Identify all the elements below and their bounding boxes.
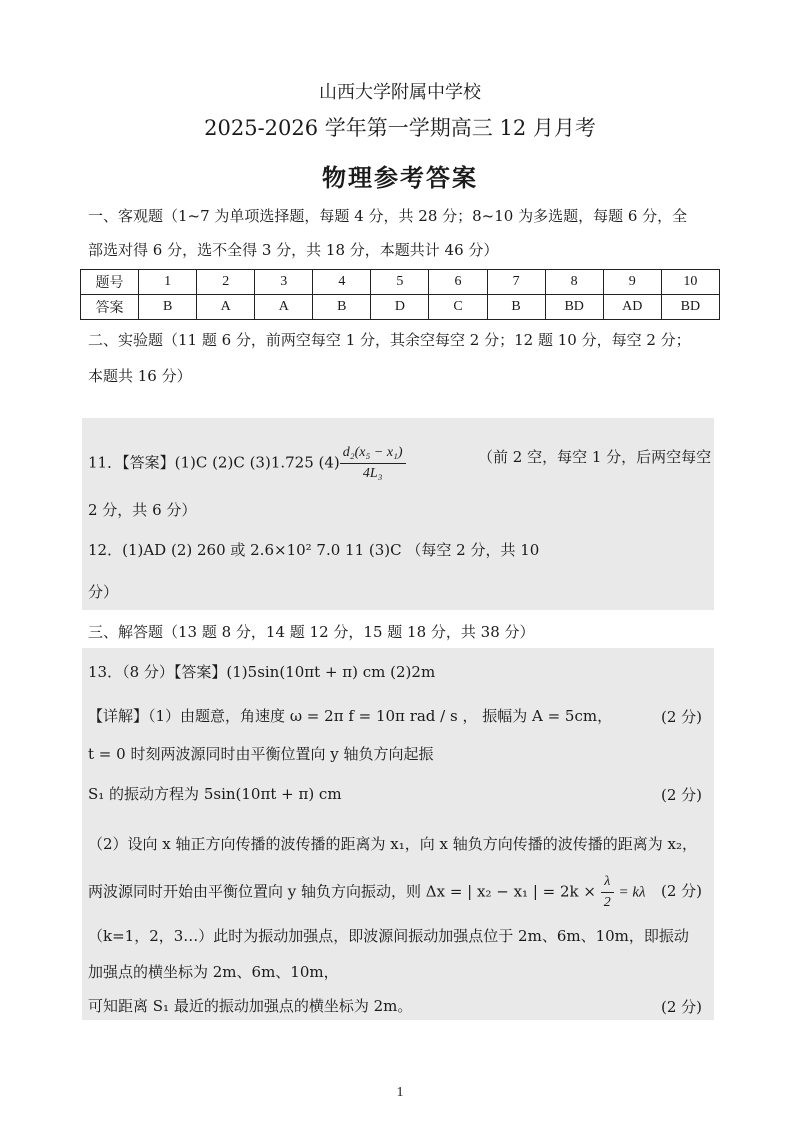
q13-detail-3-score: (2 分) xyxy=(660,786,702,804)
q13-detail-4: （2）设向 x 轴正方向传播的波传播的距离为 x₁，向 x 轴负方向传播的波传播的距离为 x₂， xyxy=(88,835,698,853)
answer-row xyxy=(81,295,720,320)
lambda-half-fraction xyxy=(601,872,614,913)
question-number-cell: 2 xyxy=(197,270,255,295)
question-number-cell: 8 xyxy=(545,270,603,295)
lambda-half-denominator: 2 xyxy=(603,895,611,910)
q13-detail-5-score: (2 分) xyxy=(660,882,702,900)
question-number-cell: 1 xyxy=(139,270,197,295)
section2-intro-line2: 本题共 16 分） xyxy=(88,367,192,385)
answer-cell: AD xyxy=(603,295,661,320)
q13-detail-1-score: (2 分) xyxy=(660,708,702,726)
q11-score-note: （前 2 空，每空 1 分，后两空每空 xyxy=(478,448,712,466)
question-number-cell: 9 xyxy=(603,270,661,295)
q13-detail-2: t = 0 时刻两波源同时由平衡位置向 y 轴负方向起振 xyxy=(88,745,434,763)
q13-detail-3: S₁ 的振动方程为 5sin(10πt + π) cm xyxy=(88,785,342,803)
q13-detail-5 xyxy=(88,872,646,913)
question-number-cell: 7 xyxy=(487,270,545,295)
answer-cell: B xyxy=(139,295,197,320)
question-number-cell: 3 xyxy=(255,270,313,295)
q11-formula xyxy=(340,443,406,484)
answer-cell: A xyxy=(255,295,313,320)
answer-cell: BD xyxy=(545,295,603,320)
question-number-cell: 5 xyxy=(371,270,429,295)
q11-formula-numerator: d₂(x₅ − x₁) xyxy=(340,443,406,464)
answer-cell: A xyxy=(197,295,255,320)
question-number-cell: 10 xyxy=(661,270,719,295)
answer-key-title: 物理参考答案 xyxy=(322,163,478,192)
q13-answer: 13．（8 分）【答案】(1)5sin(10πt + π) cm (2)2m xyxy=(88,663,436,681)
q13-detail-1: 【详解】（1）由题意，角速度 ω = 2π f = 10π rad / s ， 振幅为 A = 5cm， xyxy=(88,707,613,725)
q13-detail-6: （k=1，2，3…）此时为振动加强点，即波源间振动加强点位于 2m、6m、10m，即振动 xyxy=(88,927,689,945)
answer-cell: B xyxy=(313,295,371,320)
answer-cell: D xyxy=(371,295,429,320)
question-number-cell: 6 xyxy=(429,270,487,295)
lambda-half-numerator: λ xyxy=(601,872,614,893)
q11-score-note-continued: 2 分，共 6 分） xyxy=(88,501,197,519)
section1-intro-line1: 一、客观题（1~7 为单项选择题，每题 4 分，共 28 分；8~10 为多选题，每题 6 分，全 xyxy=(88,207,688,225)
q12-answer-continued: 分） xyxy=(88,583,119,601)
section3-intro: 三、解答题（13 题 8 分，14 题 12 分，15 题 18 分，共 38 分） xyxy=(88,623,535,641)
answer-cell: B xyxy=(487,295,545,320)
q13-detail-7: 加强点的横坐标为 2m、6m、10m， xyxy=(88,963,339,981)
answer-cell: BD xyxy=(661,295,719,320)
question-number-cell: 4 xyxy=(313,270,371,295)
q12-answer: 12．(1)AD (2) 260 或 2.6×10² 7.0 11 (3)C （每空 2 分，共 10 xyxy=(88,541,540,559)
q13-detail-5-result: = kλ xyxy=(618,884,646,901)
page-number: 1 xyxy=(396,1085,404,1100)
answer-cell: C xyxy=(429,295,487,320)
q13-detail-8: 可知距离 S₁ 最近的振动加强点的横坐标为 2m。 xyxy=(88,997,413,1015)
q13-detail-5-text: 两波源同时开始由平衡位置向 y 轴负方向振动，则 Δx = | x₂ − x₁ | = 2k × xyxy=(88,882,596,901)
question-row-label: 题号 xyxy=(81,270,139,295)
answer-row-label: 答案 xyxy=(81,295,139,320)
question-number-row xyxy=(81,270,720,295)
q11-answer-text: 11．【答案】(1)C (2)C (3)1.725 (4) xyxy=(88,453,340,472)
exam-title: 2025-2026 学年第一学期高三 12 月月考 xyxy=(204,116,596,140)
section2-intro-line1: 二、实验题（11 题 6 分，前两空每空 1 分，其余空每空 2 分；12 题 10 分，每空 2 分； xyxy=(88,331,691,349)
q11-answer xyxy=(88,443,406,484)
section1-intro-line2: 部选对得 6 分，选不全得 3 分，共 18 分，本题共计 46 分） xyxy=(88,241,499,259)
q11-formula-denominator: 4L₃ xyxy=(362,466,383,481)
answer-table xyxy=(80,269,720,320)
q13-detail-8-score: (2 分) xyxy=(660,998,702,1016)
school-name: 山西大学附属中学校 xyxy=(319,82,481,103)
